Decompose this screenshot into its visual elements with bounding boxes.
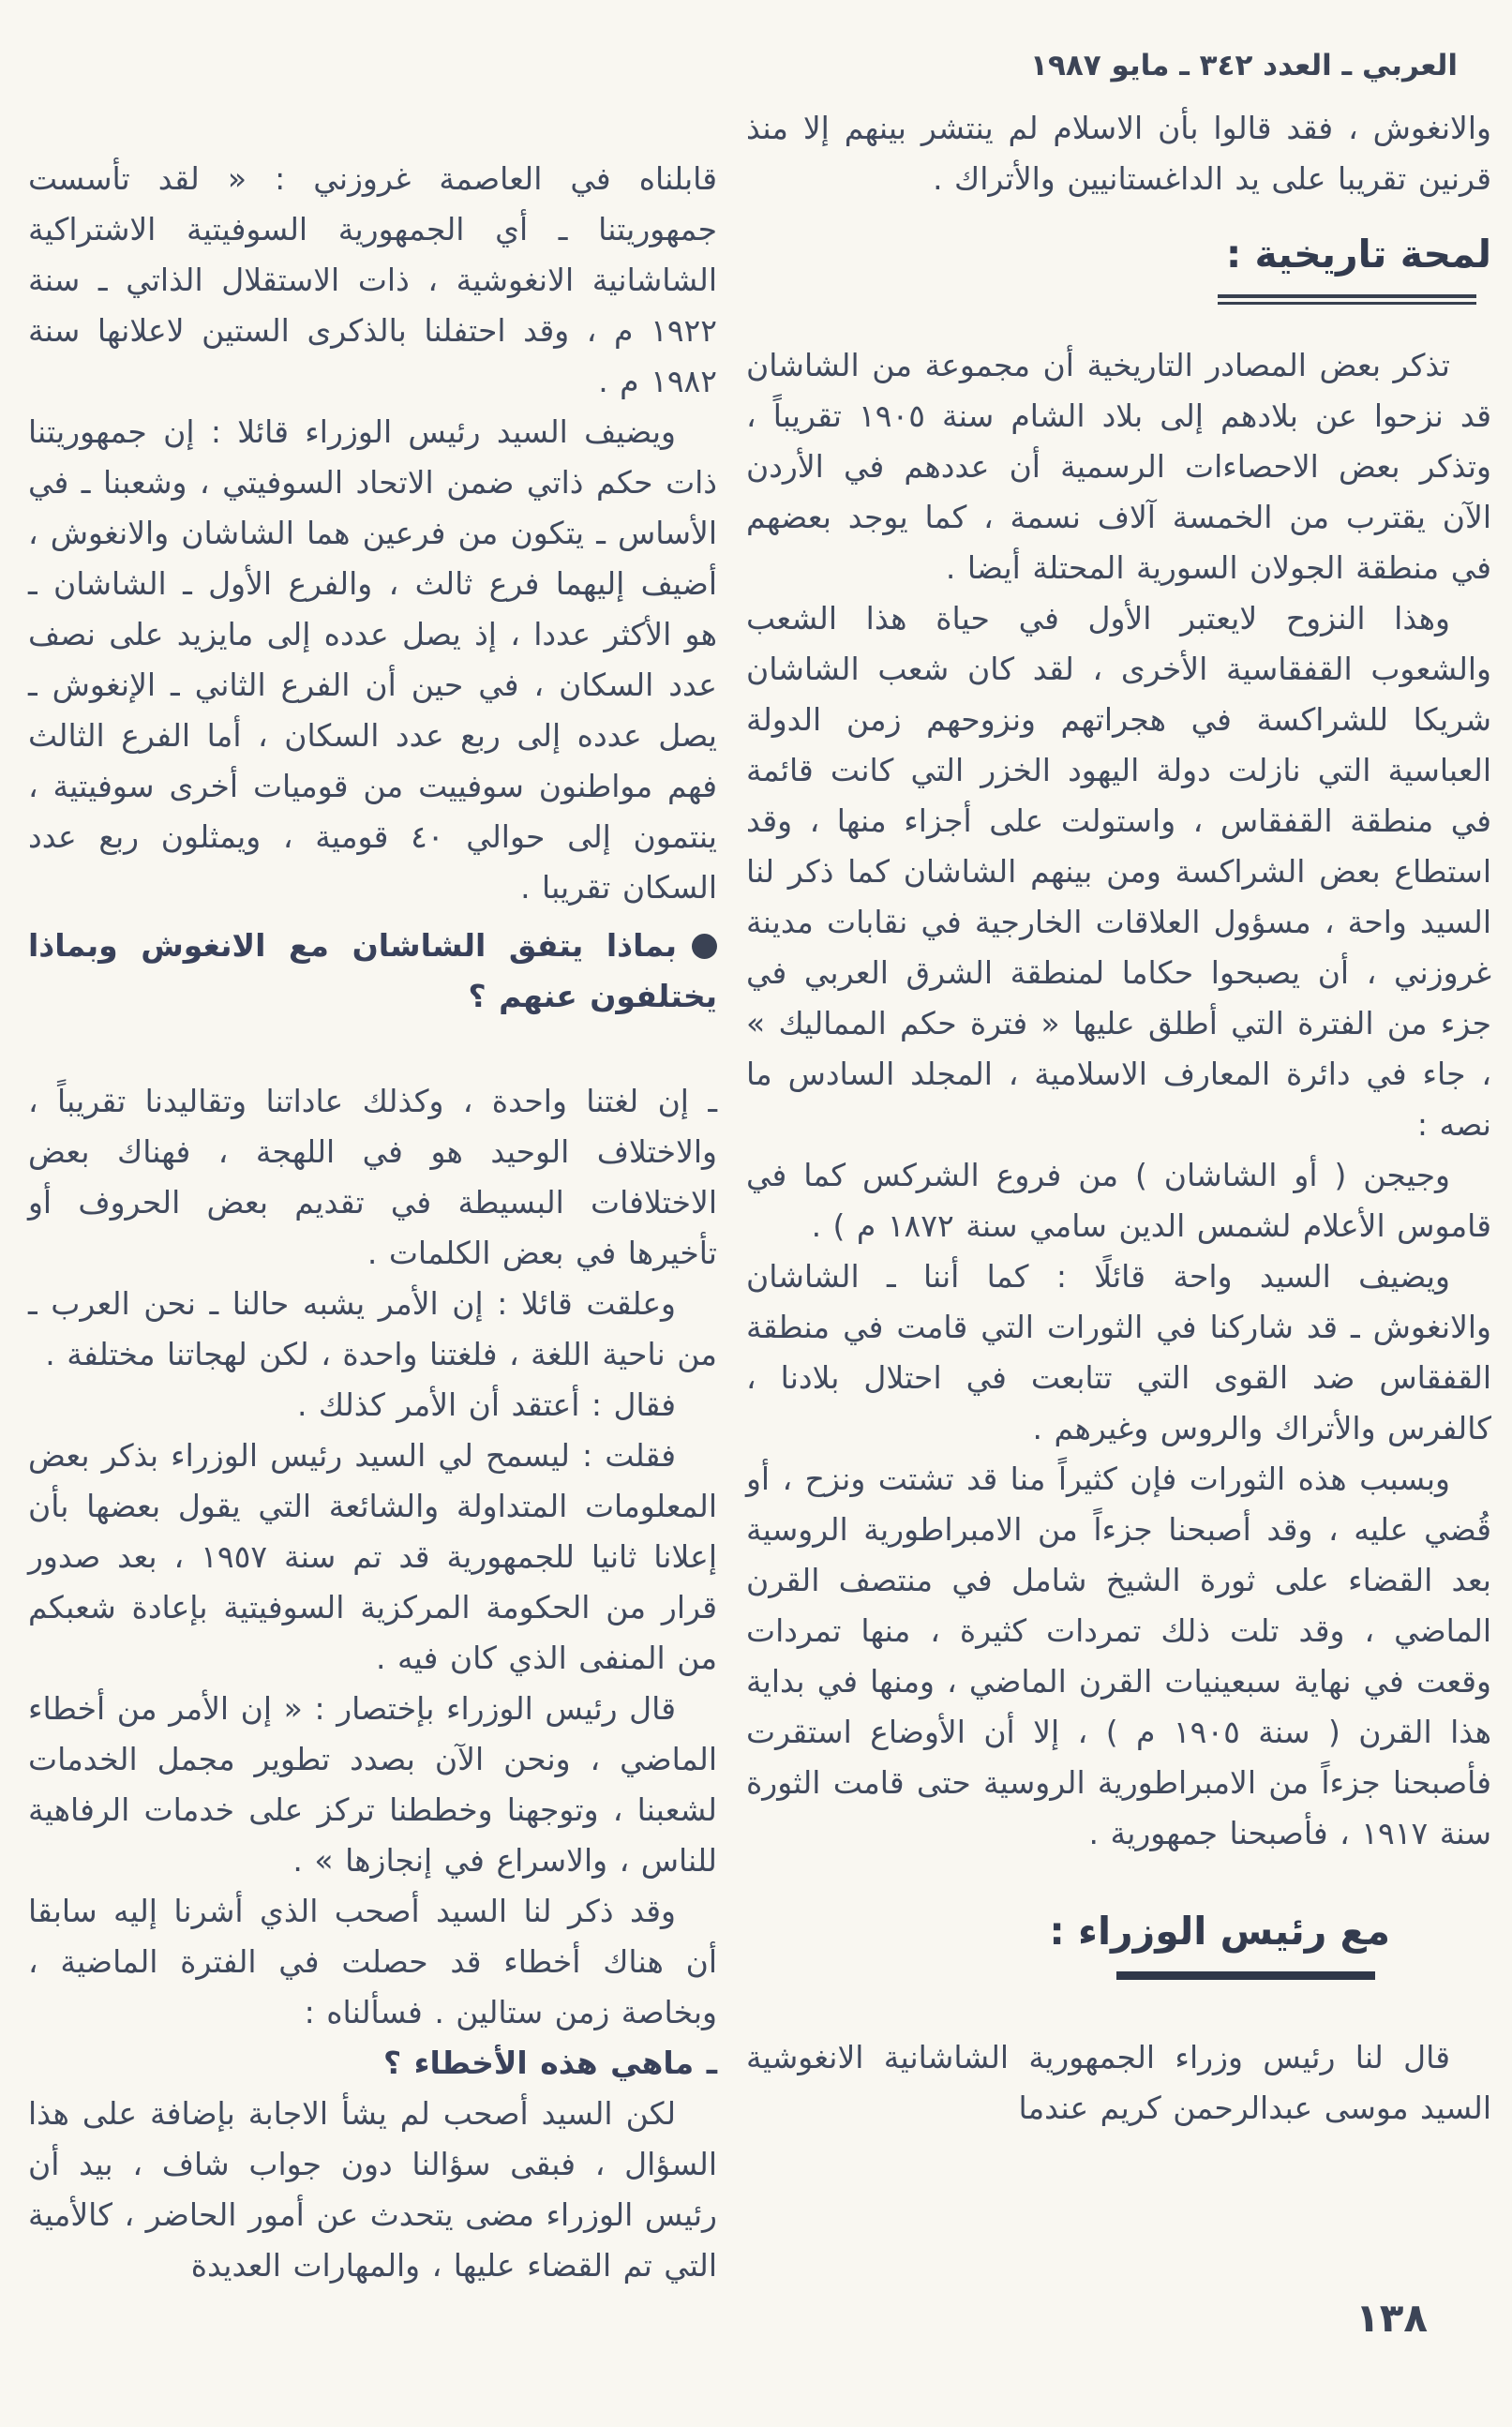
paragraph-no-answer: لكن السيد أصحب لم يشأ الاجابة بإضافة على هذا السؤال ، فبقى سؤالنا دون جواب شاف ، بيد أن رئيس الوزراء مضى يتحدث عن أمور الحاضر ، كالأمية التي تم القضاء عليها ، والمهارات العديدة (28, 2095, 717, 2284)
page-number: ١٣٨ (1355, 2295, 1428, 2341)
paragraph-continuation: والانغوش ، فقد قالوا بأن الاسلام لم ينتشر بينهم إلا منذ قرنين تقريبا على يد الداغستانيين والأتراك . (746, 110, 1491, 197)
paragraph-ascheb-mention: وقد ذكر لنا السيد أصحب الذي أشرنا إليه سابقا أن هناك أخطاء قد حصلت في الفترة الماضية ، وبخاصة زمن ستالين . فسألناه : (28, 1893, 717, 2030)
paragraph-republic-founded: قابلناه في العاصمة غروزني : « لقد تأسست جمهوريتنا ـ أي الجمهورية السوفيتية الاشتراكية الشاشانية الانغوشية ، ذات الاستقلال الذاتي ـ سنة ١٩٢٢ م ، وقد احتفلنا بالذكرى الستين لاعلانها سنة ١٩٨٢ م . (28, 160, 717, 399)
column-right (746, 103, 1491, 2134)
paragraph-pm-population: ويضيف السيد رئيس الوزراء قائلا : إن جمهوريتنا ذات حكم ذاتي ضمن الاتحاد السوفيتي ، وشعبنا ـ في الأساس ـ يتكون من فرعين هما الشاشان والانغوش ، أضيف إليهما فرع ثالث ، والفرع الأول ـ الشاشان ـ هو الأكثر عددا ، إذ يصل عدده إلى مايزيد على نصف عدد السكان ، في حين أن الفرع الثاني ـ الإنغوش ـ يصل عدده إلى ربع عدد السكان ، أما الفرع الثالث فهم مواطنون سوفييت من قوميات أخرى سوفيتية ، ينتمون إلى حوالي ٤٠ قومية ، ويمثلون ربع عدد السكان تقريبا . (28, 413, 717, 906)
paragraph-waha-statement: ويضيف السيد واحة قائلًا : كما أننا ـ الشاشان والانغوش ـ قد شاركنا في الثورات التي قامت في منطقة القفقاس ضد القوى التي تتابعت في احتلال بلادنا ، كالفرس والأتراك والروس وغيرهم . (746, 1258, 1491, 1446)
heading-underline-rule (1116, 1971, 1375, 1980)
paragraph-pm-agreement: فقال : أعتقد أن الأمر كذلك . (296, 1386, 676, 1423)
section-heading-history (746, 229, 1491, 305)
paragraph-pm-brief-reply: قال رئيس الوزراء بإختصار : « إن الأمر من أخطاء الماضي ، ونحن الآن بصدد تطوير مجمل الخدمات لشعبنا ، وتوجهنا وخططنا تركز على خدمات الرفاهية للناس ، والاسراع في إنجازها » . (28, 1690, 717, 1879)
paragraph-history-sources: تذكر بعض المصادر التاريخية أن مجموعة من الشاشان قد نزحوا عن بلادهم إلى بلاد الشام سنة ١٩٠٥ تقريباً ، وتذكر بعض الاحصاءات الرسمية أن عددهم في الأردن الآن يقترب من الخمسة آلاف نسمة ، كما يوجد بعضهم في منطقة الجولان السورية المحتلة أيضا . (746, 347, 1491, 586)
interview-question (28, 921, 717, 1022)
section-heading-prime-minister-text: مع رئيس الوزراء : (1049, 1909, 1390, 1954)
interview-question-errors: ـ ماهي هذه الأخطاء ؟ (383, 2045, 717, 2081)
paragraph-history-migration: وهذا النزوح لايعتبر الأول في حياة هذا الشعب والشعوب القفقاسية الأخرى ، لقد كان شعب الشاشان شريكا للشراكسة في هجراتهم ونزوحهم زمن الدولة العباسية التي نازلت دولة اليهود الخزر التي كانت قائمة في منطقة القفقاس ، واستولت على أجزاء منها ، وقد استطاع بعض الشراكسة ومن بينهم الشاشان كما ذكر لنا السيد واحة ، مسؤول العلاقات الخارجية في نقابات مدينة غروزني ، أن يصبحوا حكاما لمنطقة الشرق العربي في جزء من الفترة التي أطلق عليها « فترة حكم المماليك » ، جاء في دائرة المعارف الاسلامية ، المجلد السادس ما نصه : (746, 600, 1491, 1143)
paragraph-interviewer-info: فقلت : ليسمح لي السيد رئيس الوزراء بذكر بعض المعلومات المتداولة والشائعة التي يقول بعضها بأن إعلانا ثانيا للجمهورية قد تم سنة ١٩٥٧ ، بعد صدور قرار من الحكومة المركزية السوفيتية بإعادة شعبكم من المنفى الذي كان فيه . (28, 1437, 718, 1676)
heading-underline-rule (1218, 294, 1476, 305)
bullet-icon (692, 934, 717, 959)
column-left (28, 154, 717, 2291)
section-heading-history-text: لمحة تاريخية : (1225, 232, 1491, 277)
paragraph-interviewer-comment: وعلقت قائلا : إن الأمر يشبه حالنا ـ نحن العرب ـ من ناحية اللغة ، فلغتنا واحدة ، لكن لهجاتنا مختلفة . (28, 1285, 717, 1372)
paragraph-pm-intro: قال لنا رئيس وزراء الجمهورية الشاشانية الانغوشية السيد موسى عبدالرحمن كريم عندما (746, 2039, 1491, 2126)
issue-header: العربي ـ العدد ٣٤٢ ـ مايو ١٩٨٧ (1030, 49, 1458, 82)
section-heading-prime-minister (746, 1906, 1491, 1980)
paragraph-answer-language: ـ إن لغتنا واحدة ، وكذلك عاداتنا وتقاليدنا تقريباً ، والاختلاف الوحيد هو في اللهجة ، فهناك بعض الاختلافات البسيطة في تقديم بعض الحروف أو تأخيرها في بعض الكلمات . (28, 1083, 717, 1271)
paragraph-encyclopedia-quote: وجيجن ( أو الشاشان ) من فروع الشركس كما في قاموس الأعلام لشمس الدين سامي سنة ١٨٧٢ م ) . (746, 1157, 1491, 1244)
interview-question-text: بماذا يتفق الشاشان مع الانغوش وبماذا يختلفون عنهم ؟ (28, 927, 717, 1014)
paragraph-revolts: وبسبب هذه الثورات فإن كثيراً منا قد تشتت ونزح ، أو قُضي عليه ، وقد أصبحنا جزءاً من الامبراطورية الروسية بعد القضاء على ثورة الشيخ شامل في منتصف القرن الماضي ، وقد تلت ذلك تمردات كثيرة ، منها تمردات وقعت في نهاية سبعينيات القرن الماضي ، ومنها في بداية هذا القرن ( سنة ١٩٠٥ م ) ، إلا أن الأوضاع استقرت فأصبحنا جزءاً من الامبراطورية الروسية حتى قامت الثورة سنة ١٩١٧ ، فأصبحنا جمهورية . (746, 1461, 1491, 1851)
